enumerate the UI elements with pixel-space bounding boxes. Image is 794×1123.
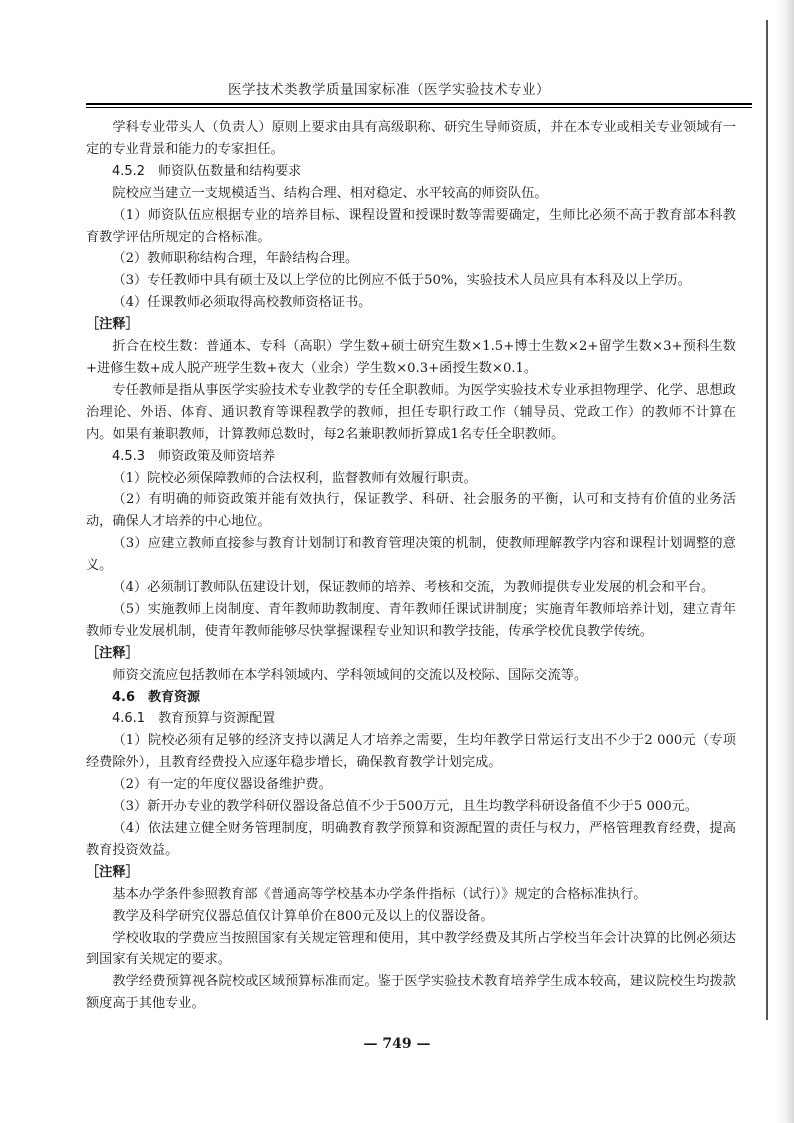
note-label: ［注释］: [86, 864, 139, 880]
section-heading: 4.6.1 教育预算与资源配置: [112, 711, 276, 727]
list-item: （2）教师职称结构合理，年龄结构合理。: [112, 251, 359, 267]
list-item: （1）院校必须有足够的经济支持以满足人才培养之需要，生均年教学日常运行支出不少于2 000元（专项经费除外），且教育经费投入应逐年稳步增长，确保教育教学计划完成。: [86, 733, 736, 771]
chapter-heading: 4.6 教育资源: [112, 689, 201, 705]
paragraph: 院校应当建立一支规模适当、结构合理、相对稳定、水平较高的师资队伍。: [112, 185, 548, 201]
section-heading: 4.5.2 师资队伍数量和结构要求: [112, 163, 302, 179]
paragraph: 专任教师是指从事医学实验技术专业教学的专任全职教师。为医学实验技术专业承担物理学、化学、思想政治理论、外语、体育、通识教育等课程教学的教师，担任专职行政工作（辅导员、党政工作）的教师不计算在内。如果有兼职教师，计算教师总数时，每2名兼职教师折算成1名专任全职教师。: [86, 382, 736, 442]
list-item: （3）新开办专业的教学科研仪器设备总值不少于500万元，且生均教学科研设备值不少于5 000元。: [112, 799, 699, 815]
running-header-title: 医学技术类教学质量国家标准（医学实验技术专业）: [228, 82, 550, 98]
paragraph: 教学及科学研究仪器总值仅计算单价在800元及以上的仪器设备。: [112, 908, 494, 924]
paragraph: 折合在校生数：普通本、专科（高职）学生数+硕士研究生数×1.5+博士生数×2+留学生数×3+预科生数+进修生数+成人脱产班学生数+夜大（业余）学生数×0.3+函授生数×0.1。: [86, 339, 736, 376]
page-body: [86, 117, 736, 1015]
paragraph: 教学经费预算视各院校或区域预算标准而定。鉴于医学实验技术教育培养学生成本较高，建议院校生均拨款额度高于其他专业。: [86, 974, 736, 1012]
scan-edge-line: [766, 20, 768, 1020]
header-rule-thick: [86, 103, 752, 105]
list-item: （1）院校必须保障教师的合法权利，监督教师有效履行职责。: [112, 470, 477, 486]
header-rule-thin: [86, 107, 752, 108]
list-item: （4）必须制订教师队伍建设计划，保证教师的培养、考核和交流，为教师提供专业发展的机会和平台。: [112, 580, 715, 596]
list-item: （4）任课教师必须取得高校教师资格证书。: [112, 295, 372, 311]
list-item: （3）专任教师中具有硕士及以上学位的比例应不低于50%，实验技术人员应具有本科及以上学历。: [112, 273, 691, 289]
list-item: （2）有明确的师资政策并能有效执行，保证教学、科研、社会服务的平衡，认可和支持有价值的业务活动，确保人才培养的中心地位。: [86, 492, 736, 530]
section-heading: 4.5.3 师资政策及师资培养: [112, 448, 276, 464]
paragraph: 学校收取的学费应当按照国家有关规定管理和使用，其中教学经费及其所占学校当年会计决算的比例必须达到国家有关规定的要求。: [86, 930, 736, 968]
paragraph: 师资交流应包括教师在本学科领域内、学科领域间的交流以及校际、国际交流等。: [112, 667, 588, 683]
paragraph: 基本办学条件参照教育部《普通高等学校基本办学条件指标（试行）》规定的合格标准执行。: [112, 886, 647, 902]
scan-edge-shadow: [776, 0, 794, 1123]
list-item: （2）有一定的年度仪器设备维护费。: [112, 777, 332, 793]
list-item: （3）应建立教师直接参与教育计划制订和教育管理决策的机制，使教师理解教学内容和课程计划调整的意义。: [86, 536, 736, 574]
page-number: — 749 —: [363, 1036, 431, 1052]
paragraph: 学科专业带头人（负责人）原则上要求由具有高级职称、研究生导师资质，并在本专业或相关专业领域有一定的专业背景和能力的专家担任。: [86, 120, 736, 157]
note-label: ［注释］: [86, 317, 139, 333]
list-item: （5）实施教师上岗制度、青年教师助教制度、青年教师任课试讲制度；实施青年教师培养计划，建立青年教师专业发展机制，使青年教师能够尽快掌握课程专业知识和教学技能，传承学校优良教学传统。: [86, 601, 736, 639]
list-item: （1）师资队伍应根据专业的培养目标、课程设置和授课时数等需要确定，生师比必须不高于教育部本科教育教学评估所规定的合格标准。: [86, 207, 736, 245]
note-label: ［注释］: [86, 645, 139, 661]
list-item: （4）依法建立健全财务管理制度，明确教育教学预算和资源配置的责任与权力，严格管理教育经费，提高教育投资效益。: [86, 821, 736, 858]
